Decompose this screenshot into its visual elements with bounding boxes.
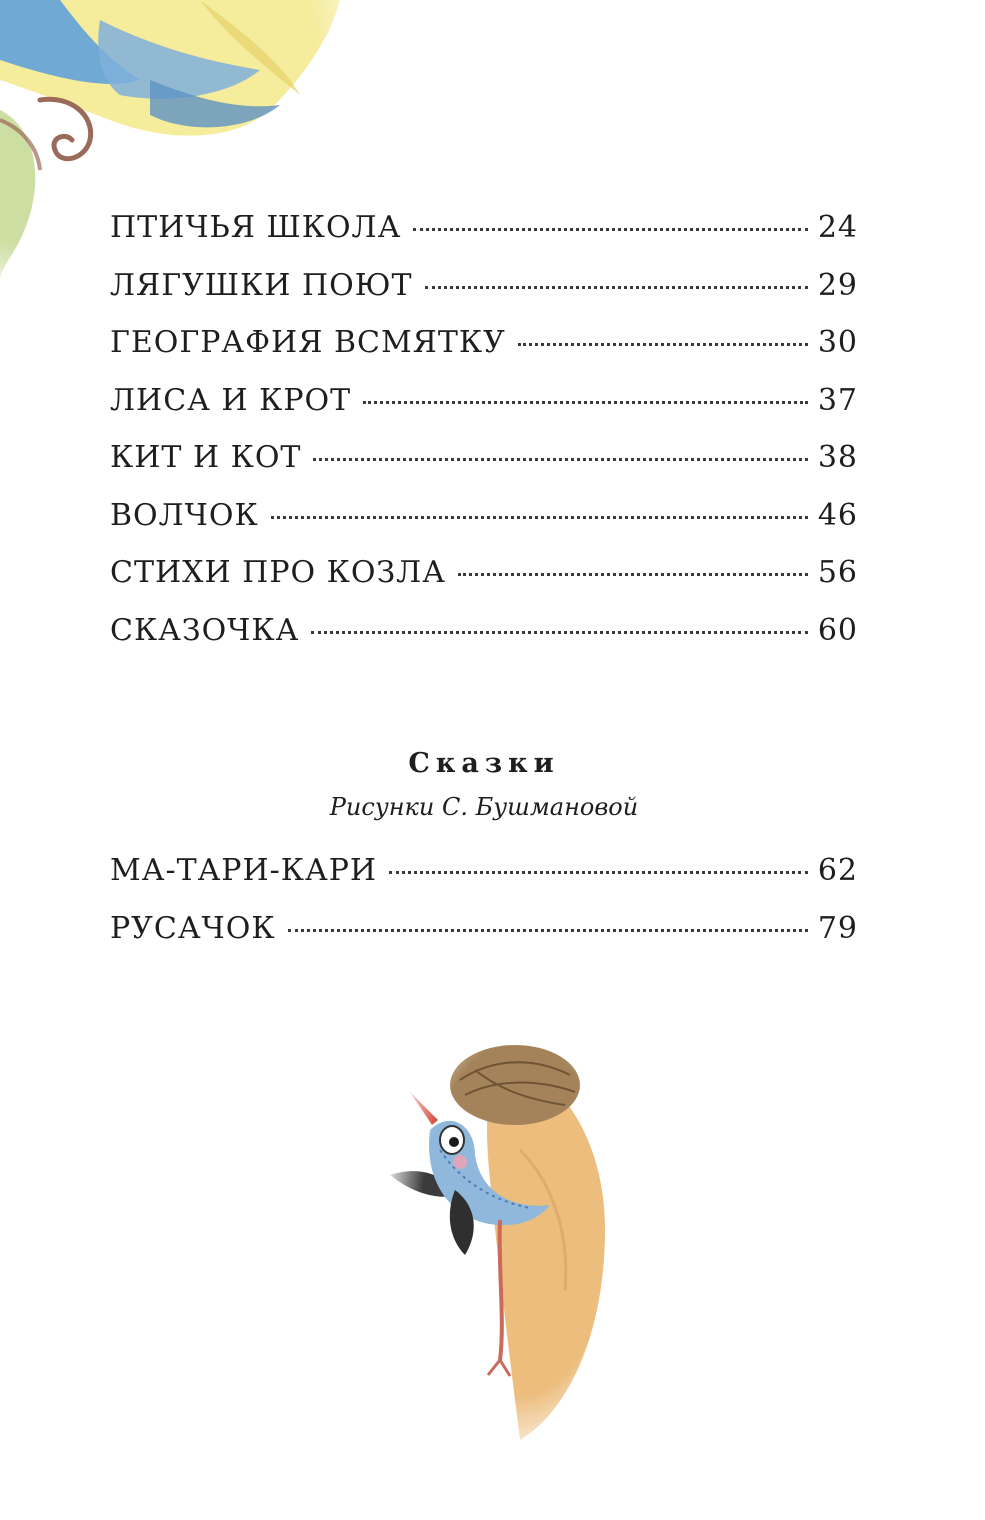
- toc-entry-page: 29: [817, 267, 858, 303]
- toc-entry[interactable]: [110, 498, 858, 556]
- toc-leader-dots: [313, 458, 807, 461]
- toc-entry-page: 24: [817, 210, 858, 245]
- section-subheading: Рисунки С. Бушмановой: [329, 793, 639, 821]
- toc-entry-page: 46: [817, 497, 858, 533]
- toc-leader-dots: [271, 516, 808, 519]
- toc-entry-page: 37: [817, 382, 858, 418]
- toc-leader-dots: [389, 871, 808, 874]
- toc-tales-list: [110, 853, 858, 968]
- toc-entry[interactable]: [110, 440, 858, 498]
- toc-leader-dots: [413, 228, 808, 231]
- toc-entry[interactable]: [110, 911, 858, 969]
- toc-entry-page: 56: [817, 555, 858, 590]
- bird-illustration: [380, 1030, 610, 1450]
- toc-entry-title: СТИХИ ПРО КОЗЛА: [110, 555, 446, 590]
- toc-entry-title: КИТ И КОТ: [110, 440, 302, 475]
- toc-entry[interactable]: [110, 555, 858, 613]
- toc-entry[interactable]: [110, 613, 858, 671]
- toc-entry[interactable]: [110, 210, 858, 268]
- toc-entry-title: МА-ТАРИ-КАРИ: [110, 853, 378, 888]
- toc-entry-title: СКАЗОЧКА: [110, 612, 300, 648]
- toc-leader-dots: [363, 401, 808, 404]
- toc-entry-page: 62: [817, 853, 858, 888]
- toc-main-list: [110, 210, 858, 670]
- toc-leader-dots: [458, 573, 808, 576]
- toc-entry-page: 30: [817, 325, 858, 360]
- toc-entry[interactable]: [110, 853, 858, 911]
- toc-entry-title: ГЕОГРАФИЯ ВСМЯТКУ: [110, 325, 506, 360]
- toc-entry-page: 60: [817, 612, 858, 648]
- toc-entry-title: РУСАЧОК: [110, 910, 276, 946]
- toc-leader-dots: [425, 286, 808, 289]
- toc-entry[interactable]: [110, 268, 858, 326]
- section-heading: Сказки: [408, 748, 560, 779]
- toc-entry-page: 79: [817, 910, 858, 946]
- toc-leader-dots: [518, 343, 808, 346]
- toc-leader-dots: [288, 929, 808, 932]
- toc-entry-title: ЛЯГУШКИ ПОЮТ: [110, 267, 413, 303]
- toc-entry-page: 38: [817, 440, 858, 475]
- toc-entry-title: ЛИСА И КРОТ: [110, 382, 352, 418]
- toc-entry-title: ВОЛЧОК: [110, 497, 259, 533]
- toc-leader-dots: [311, 631, 808, 634]
- toc-entry[interactable]: [110, 383, 858, 441]
- toc-entry[interactable]: [110, 325, 858, 383]
- toc-entry-title: ПТИЧЬЯ ШКОЛА: [110, 210, 402, 245]
